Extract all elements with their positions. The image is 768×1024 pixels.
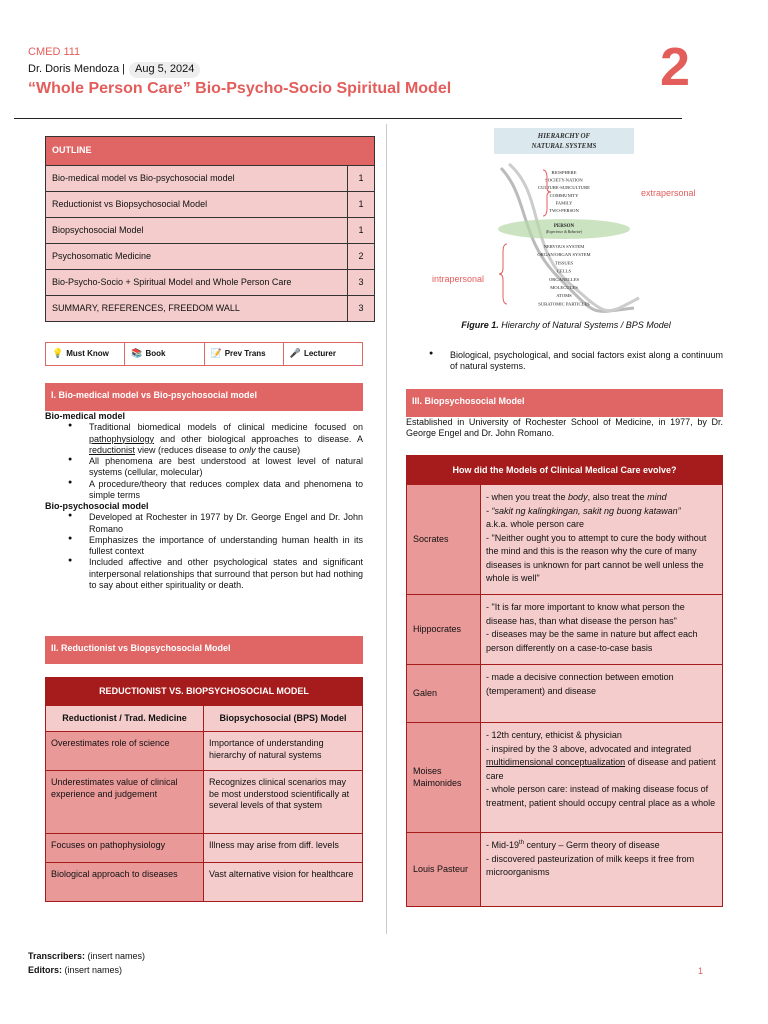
- notepad-icon: 📝: [210, 348, 222, 359]
- list-item: ● Included affective and other psychological states and significant interpersonal relationships that surround that person but had nothing to say about either spirituality or death.: [45, 557, 363, 591]
- outline-heading: OUTLINE: [46, 137, 374, 165]
- section-1-body: [45, 411, 363, 591]
- outline-page: 1: [358, 199, 364, 209]
- legend-lecturer: [284, 343, 362, 365]
- figure-caption-text: Hierarchy of Natural Systems / BPS Model: [498, 320, 671, 330]
- legend-must-know: [46, 343, 125, 365]
- table-row: [46, 833, 362, 862]
- outline-topic: Reductionist vs Biopsychosocial Model: [46, 192, 348, 217]
- section-3-intro: Established in University of Rochester School of Medicine, in 1977, by Dr. George Engel and Dr. John Romano.: [406, 417, 723, 439]
- table-row: [407, 484, 722, 594]
- reductionist-table: [45, 677, 363, 902]
- figure-name: Hippocrates: [407, 595, 481, 664]
- table-cell: - "It is far more important to know what person the disease has, than what disease the person has" - diseases may be the same in nature but affect each person differently on a case-to-case basis: [481, 595, 722, 664]
- intrapersonal-brace: [499, 244, 507, 304]
- outline-row[interactable]: [46, 295, 374, 321]
- list-item: ● Traditional biomedical models of clinical medicine focused on pathophysiology and other biological approaches to disease. A reductionist view (reduces disease to only the cause): [45, 422, 363, 456]
- editors-value: (insert names): [62, 964, 123, 975]
- biomedical-title: Bio-medical model: [45, 411, 126, 421]
- intrapersonal-label: intrapersonal: [432, 274, 485, 284]
- figure-name: Socrates: [407, 485, 481, 594]
- outline-page: 3: [358, 303, 364, 313]
- outline-row[interactable]: [46, 191, 374, 217]
- table-row: [407, 594, 722, 664]
- list-item: ● Emphasizes the importance of understanding human health in its fullest context: [45, 535, 363, 558]
- byline: [28, 62, 200, 78]
- hierarchy-level: CELLS: [556, 268, 572, 274]
- table-row: [407, 832, 722, 906]
- hierarchy-level: TISSUES: [554, 260, 574, 266]
- table-row: [407, 722, 722, 832]
- lightbulb-icon: 💡: [52, 348, 64, 359]
- section-1-heading: I. Bio-medical model vs Bio-psychosocial model: [45, 383, 363, 411]
- outline-row[interactable]: [46, 269, 374, 295]
- legend-label: Must Know: [66, 349, 109, 358]
- hierarchy-level: NERVOUS SYSTEM: [543, 244, 585, 249]
- outline-page: 3: [358, 277, 364, 287]
- table-cell: - when you treat the body, also treat the mind - “sakit ng kalingkingan, sakit ng buong katawan” a.k.a. whole person care - "Neither ought you to attempt to cure the body without the mind and this is the reason why the cure of many diseases is unknown for part cannot be well unless the whole is well": [481, 485, 722, 594]
- lower-levels: [537, 244, 590, 306]
- outline-topic: SUMMARY, REFERENCES, FREEDOM WALL: [46, 296, 348, 321]
- header-divider: [14, 118, 682, 119]
- microphone-icon: 🎤: [289, 348, 301, 359]
- figure-name: Galen: [407, 665, 481, 722]
- extrapersonal-label: extrapersonal: [641, 188, 696, 198]
- outline-row[interactable]: [46, 165, 374, 191]
- table-cell: - made a decisive connection between emotion (temperament) and disease: [481, 665, 722, 722]
- table-title: How did the Models of Clinical Medical Care evolve?: [407, 456, 722, 484]
- legend-label: Book: [145, 349, 166, 358]
- outline-page: 1: [358, 225, 364, 235]
- legend-label: Lecturer: [303, 349, 336, 358]
- bps-continuum-note: [406, 350, 723, 373]
- table-cell: Focuses on pathophysiology: [46, 834, 204, 862]
- hierarchy-level: SUBATOMIC PARTICLES: [538, 301, 590, 307]
- outline-topic: Bio-Psycho-Socio + Spiritual Model and Whole Person Care: [46, 270, 348, 295]
- table-cell: - 12th century, ethicist & physician - inspired by the 3 above, advocated and integrated multidimensional conceptualization of disease and patient care - whole person care: instead of making disease focus of treatment, patient should occupy central place as a whole: [481, 723, 722, 832]
- figure-name: Moises Maimonides: [407, 723, 481, 832]
- figure-caption-label: Figure 1.: [461, 320, 499, 330]
- outline-page: 1: [358, 173, 364, 183]
- hierarchy-figure: [432, 128, 696, 318]
- table-cell: Underestimates value of clinical experience and judgement: [46, 771, 204, 833]
- hierarchy-level: ORGANELLES: [548, 276, 580, 282]
- table-cell: Illness may arise from diff. levels: [204, 834, 362, 862]
- outline-topic: Psychosomatic Medicine: [46, 244, 348, 269]
- table-header-row: [46, 705, 362, 731]
- hierarchy-diagram: [419, 128, 696, 318]
- table-row: [46, 862, 362, 901]
- hierarchy-level: SOCIETY-NATION: [545, 177, 583, 183]
- person-band: [498, 219, 630, 239]
- figure-name: Louis Pasteur: [407, 833, 481, 906]
- term-pathophysiology: pathophysiology: [89, 433, 155, 444]
- date-chip[interactable]: Aug 5, 2024: [129, 62, 200, 78]
- table-cell: Recognizes clinical scenarios may be most understood scientifically at several levels of that system: [204, 771, 362, 833]
- outline-table: [45, 136, 375, 322]
- credits: [28, 950, 145, 977]
- transcribers-value: (insert names): [85, 951, 146, 961]
- hierarchy-level: ATOMS: [556, 293, 572, 299]
- section-2-heading: II. Reductionist vs Biopsychosocial Model: [45, 636, 363, 664]
- hierarchy-level: BIOSPHERE: [551, 170, 577, 175]
- list-item: ● Biological, psychological, and social factors exist along a continuum of natural systems.: [406, 350, 723, 373]
- hierarchy-level: TWO-PERSON: [549, 208, 579, 213]
- table-cell: Biological approach to diseases: [46, 863, 204, 901]
- term-reductionist: reductionist: [89, 444, 136, 455]
- outline-topic: Bio-medical model vs Bio-psychosocial model: [46, 166, 348, 191]
- hierarchy-level: COMMUNITY: [549, 192, 579, 198]
- models-evolution-table: [406, 455, 723, 907]
- figure-caption: [396, 320, 736, 331]
- hierarchy-level: FAMILY: [555, 200, 573, 206]
- column-header: Reductionist / Trad. Medicine: [46, 706, 204, 731]
- table-cell: Vast alternative vision for healthcare: [204, 863, 362, 901]
- figure-title-line1: HIERARCHY OF: [537, 132, 591, 140]
- book-icon: 📚: [131, 348, 143, 359]
- editors-label: Editors:: [28, 964, 63, 975]
- table-row: [46, 731, 362, 770]
- section-3-heading: III. Biopsychosocial Model: [406, 389, 723, 417]
- legend-prev-trans: [205, 343, 284, 365]
- list-item: ● A procedure/theory that reduces complex data and phenomena to simple terms: [45, 479, 363, 502]
- column-header: Biopsychosocial (BPS) Model: [219, 713, 347, 723]
- legend-bar: [45, 342, 363, 366]
- person-sublabel: (Experience & Behavior): [545, 230, 583, 234]
- transcript-number: 2: [660, 37, 691, 97]
- biopsychosocial-title: Bio-psychosocial model: [45, 501, 149, 511]
- upper-levels: [538, 170, 590, 213]
- legend-label: Prev Trans: [224, 349, 266, 358]
- table-cell: Overestimates role of science: [46, 732, 204, 770]
- table-cell: - Mid-19th century – Germ theory of disease - discovered pasteurization of milk keeps it free from microorganisms: [481, 833, 722, 906]
- outline-row[interactable]: [46, 243, 374, 269]
- table-title: REDUCTIONIST VS. BIOPSYCHOSOCIAL MODEL: [46, 678, 362, 705]
- page-number: 1: [698, 966, 704, 976]
- list-item: ● All phenomena are best understood at lowest level of natural systems (cellular, molecular): [45, 456, 363, 479]
- hierarchy-level: MOLECULES: [550, 285, 578, 290]
- figure-title-line2: NATURAL SYSTEMS: [531, 142, 597, 150]
- transcribers-label: Transcribers:: [28, 951, 86, 961]
- outline-page: 2: [358, 251, 364, 261]
- table-cell: Importance of understanding hierarchy of natural systems: [204, 732, 362, 770]
- table-row: [407, 664, 722, 722]
- person-label: PERSON: [553, 224, 575, 229]
- course-code: CMED 111: [28, 46, 81, 58]
- page-title: “Whole Person Care” Bio-Psycho-Socio Spiritual Model: [28, 80, 452, 97]
- table-row: [46, 770, 362, 833]
- hierarchy-level: CULTURE-SUBCULTURE: [538, 185, 590, 191]
- outline-topic: Biopsychosocial Model: [46, 218, 348, 243]
- outline-row[interactable]: [46, 217, 374, 243]
- list-item: ● Developed at Rochester in 1977 by Dr. George Engel and Dr. John Romano: [45, 512, 363, 535]
- hierarchy-level: ORGAN/ORGAN SYSTEM: [537, 252, 591, 258]
- column-divider: [386, 124, 387, 934]
- lecturer-name: Dr. Doris Mendoza |: [28, 63, 126, 75]
- legend-book: [125, 343, 204, 365]
